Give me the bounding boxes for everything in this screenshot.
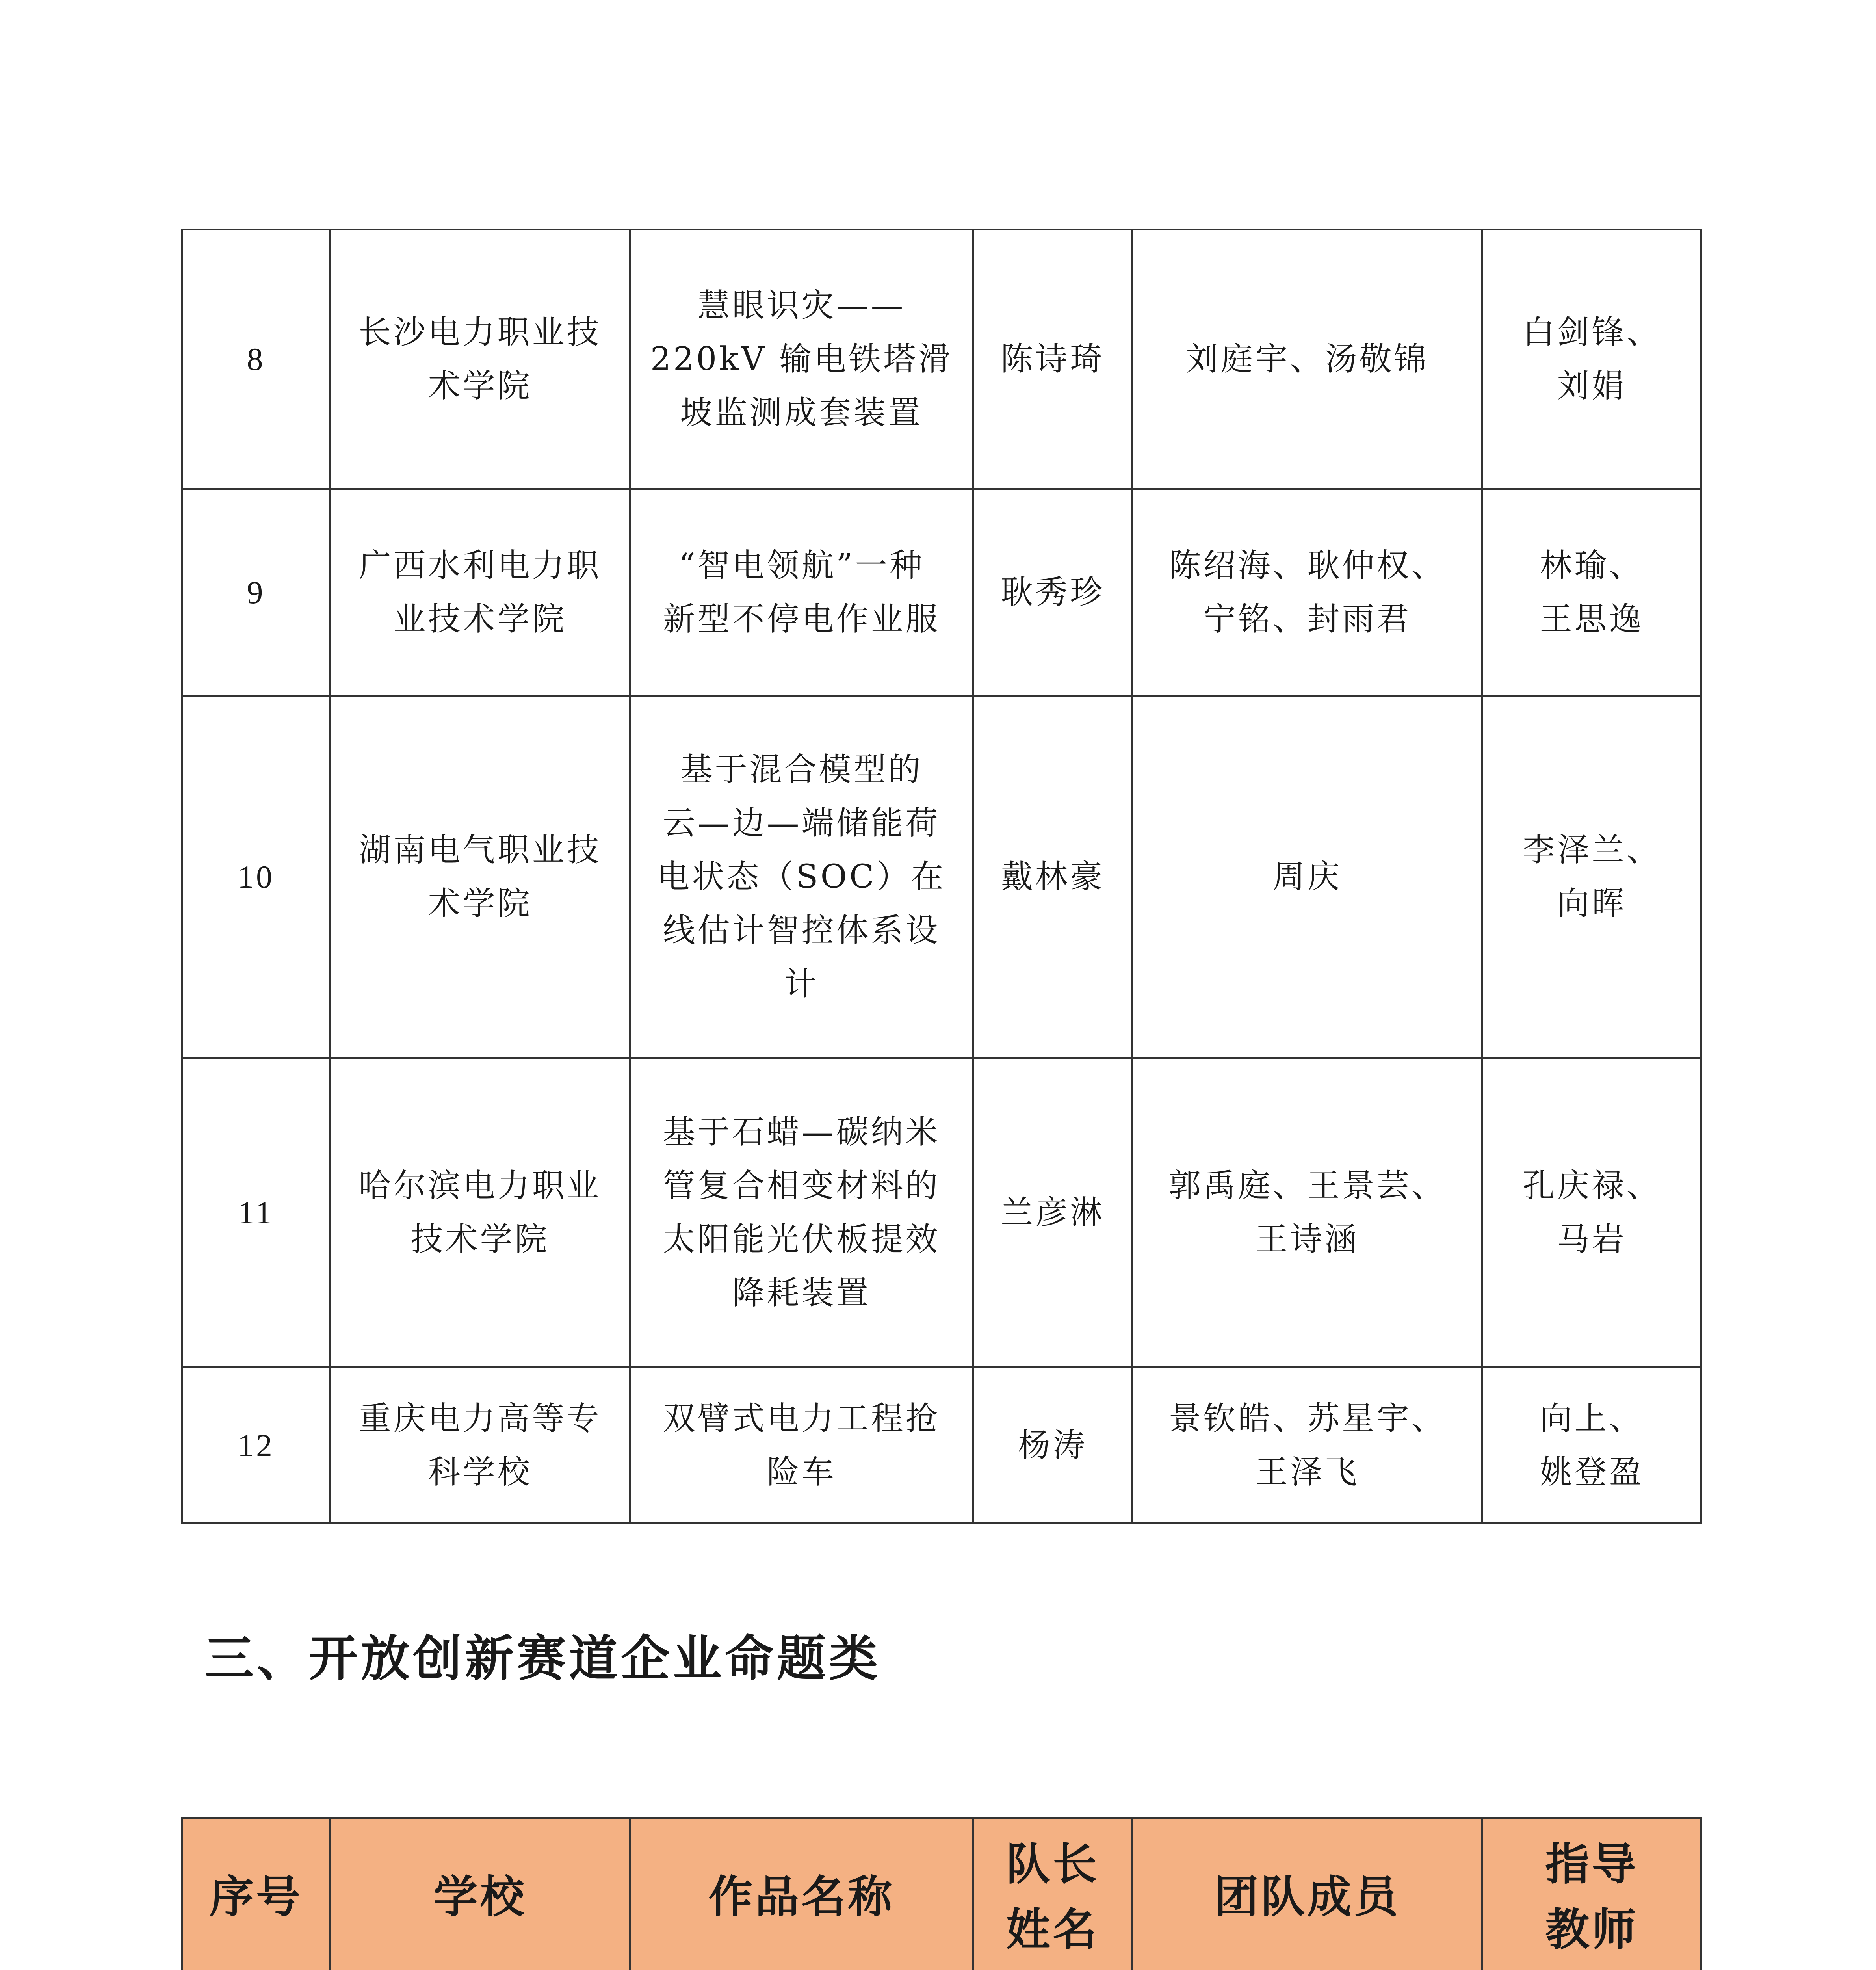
- school-cell: 广西水利电力职 业技术学院: [330, 489, 630, 696]
- header-index: 序号: [182, 1818, 330, 1970]
- project-cell: “智电领航”一种 新型不停电作业服: [630, 489, 973, 696]
- advisors-cell: 李泽兰、 向晖: [1482, 696, 1701, 1058]
- table-row: [182, 230, 1701, 489]
- captain-cell: 戴林豪: [973, 696, 1133, 1058]
- school-cell: 哈尔滨电力职业 技术学院: [330, 1058, 630, 1368]
- table-header-row: [182, 1818, 1701, 1970]
- members-cell: 周庆: [1133, 696, 1482, 1058]
- advisors-cell: 白剑锋、 刘娟: [1482, 230, 1701, 489]
- row-index: 9: [182, 489, 330, 696]
- table-row: [182, 1368, 1701, 1524]
- header-captain: 队长 姓名: [973, 1818, 1133, 1970]
- row-index: 12: [182, 1368, 330, 1524]
- row-index: 11: [182, 1058, 330, 1368]
- header-members: 团队成员: [1133, 1818, 1482, 1970]
- table-row: [182, 696, 1701, 1058]
- captain-cell: 兰彦淋: [973, 1058, 1133, 1368]
- section-heading: 三、开放创新赛道企业命题类: [205, 1630, 881, 1687]
- table-row: [182, 1058, 1701, 1368]
- advisors-cell: 向上、 姚登盈: [1482, 1368, 1701, 1524]
- table-row: [182, 489, 1701, 696]
- advisors-cell: 林瑜、 王思逸: [1482, 489, 1701, 696]
- header-advisors: 指导 教师: [1482, 1818, 1701, 1970]
- captain-cell: 杨涛: [973, 1368, 1133, 1524]
- members-cell: 刘庭宇、汤敬锦: [1133, 230, 1482, 489]
- header-school: 学校: [330, 1818, 630, 1970]
- advisors-cell: 孔庆禄、 马岩: [1482, 1058, 1701, 1368]
- award-table-enterprise-track: [181, 1817, 1702, 1970]
- project-cell: 基于石蜡—碳纳米 管复合相变材料的 太阳能光伏板提效 降耗装置: [630, 1058, 973, 1368]
- members-cell: 陈绍海、耿仲权、 宁铭、封雨君: [1133, 489, 1482, 696]
- award-table-continued: [181, 229, 1702, 1524]
- members-cell: 景钦皓、苏星宇、 王泽飞: [1133, 1368, 1482, 1524]
- school-cell: 重庆电力高等专 科学校: [330, 1368, 630, 1524]
- header-project: 作品名称: [630, 1818, 973, 1970]
- school-cell: 长沙电力职业技 术学院: [330, 230, 630, 489]
- row-index: 10: [182, 696, 330, 1058]
- school-cell: 湖南电气职业技 术学院: [330, 696, 630, 1058]
- project-cell: 基于混合模型的 云—边—端储能荷 电状态（SOC）在 线估计智控体系设 计: [630, 696, 973, 1058]
- captain-cell: 陈诗琦: [973, 230, 1133, 489]
- project-cell: 慧眼识灾—— 220kV 输电铁塔滑 坡监测成套装置: [630, 230, 973, 489]
- captain-cell: 耿秀珍: [973, 489, 1133, 696]
- members-cell: 郭禹庭、王景芸、 王诗涵: [1133, 1058, 1482, 1368]
- row-index: 8: [182, 230, 330, 489]
- project-cell: 双臂式电力工程抢 险车: [630, 1368, 973, 1524]
